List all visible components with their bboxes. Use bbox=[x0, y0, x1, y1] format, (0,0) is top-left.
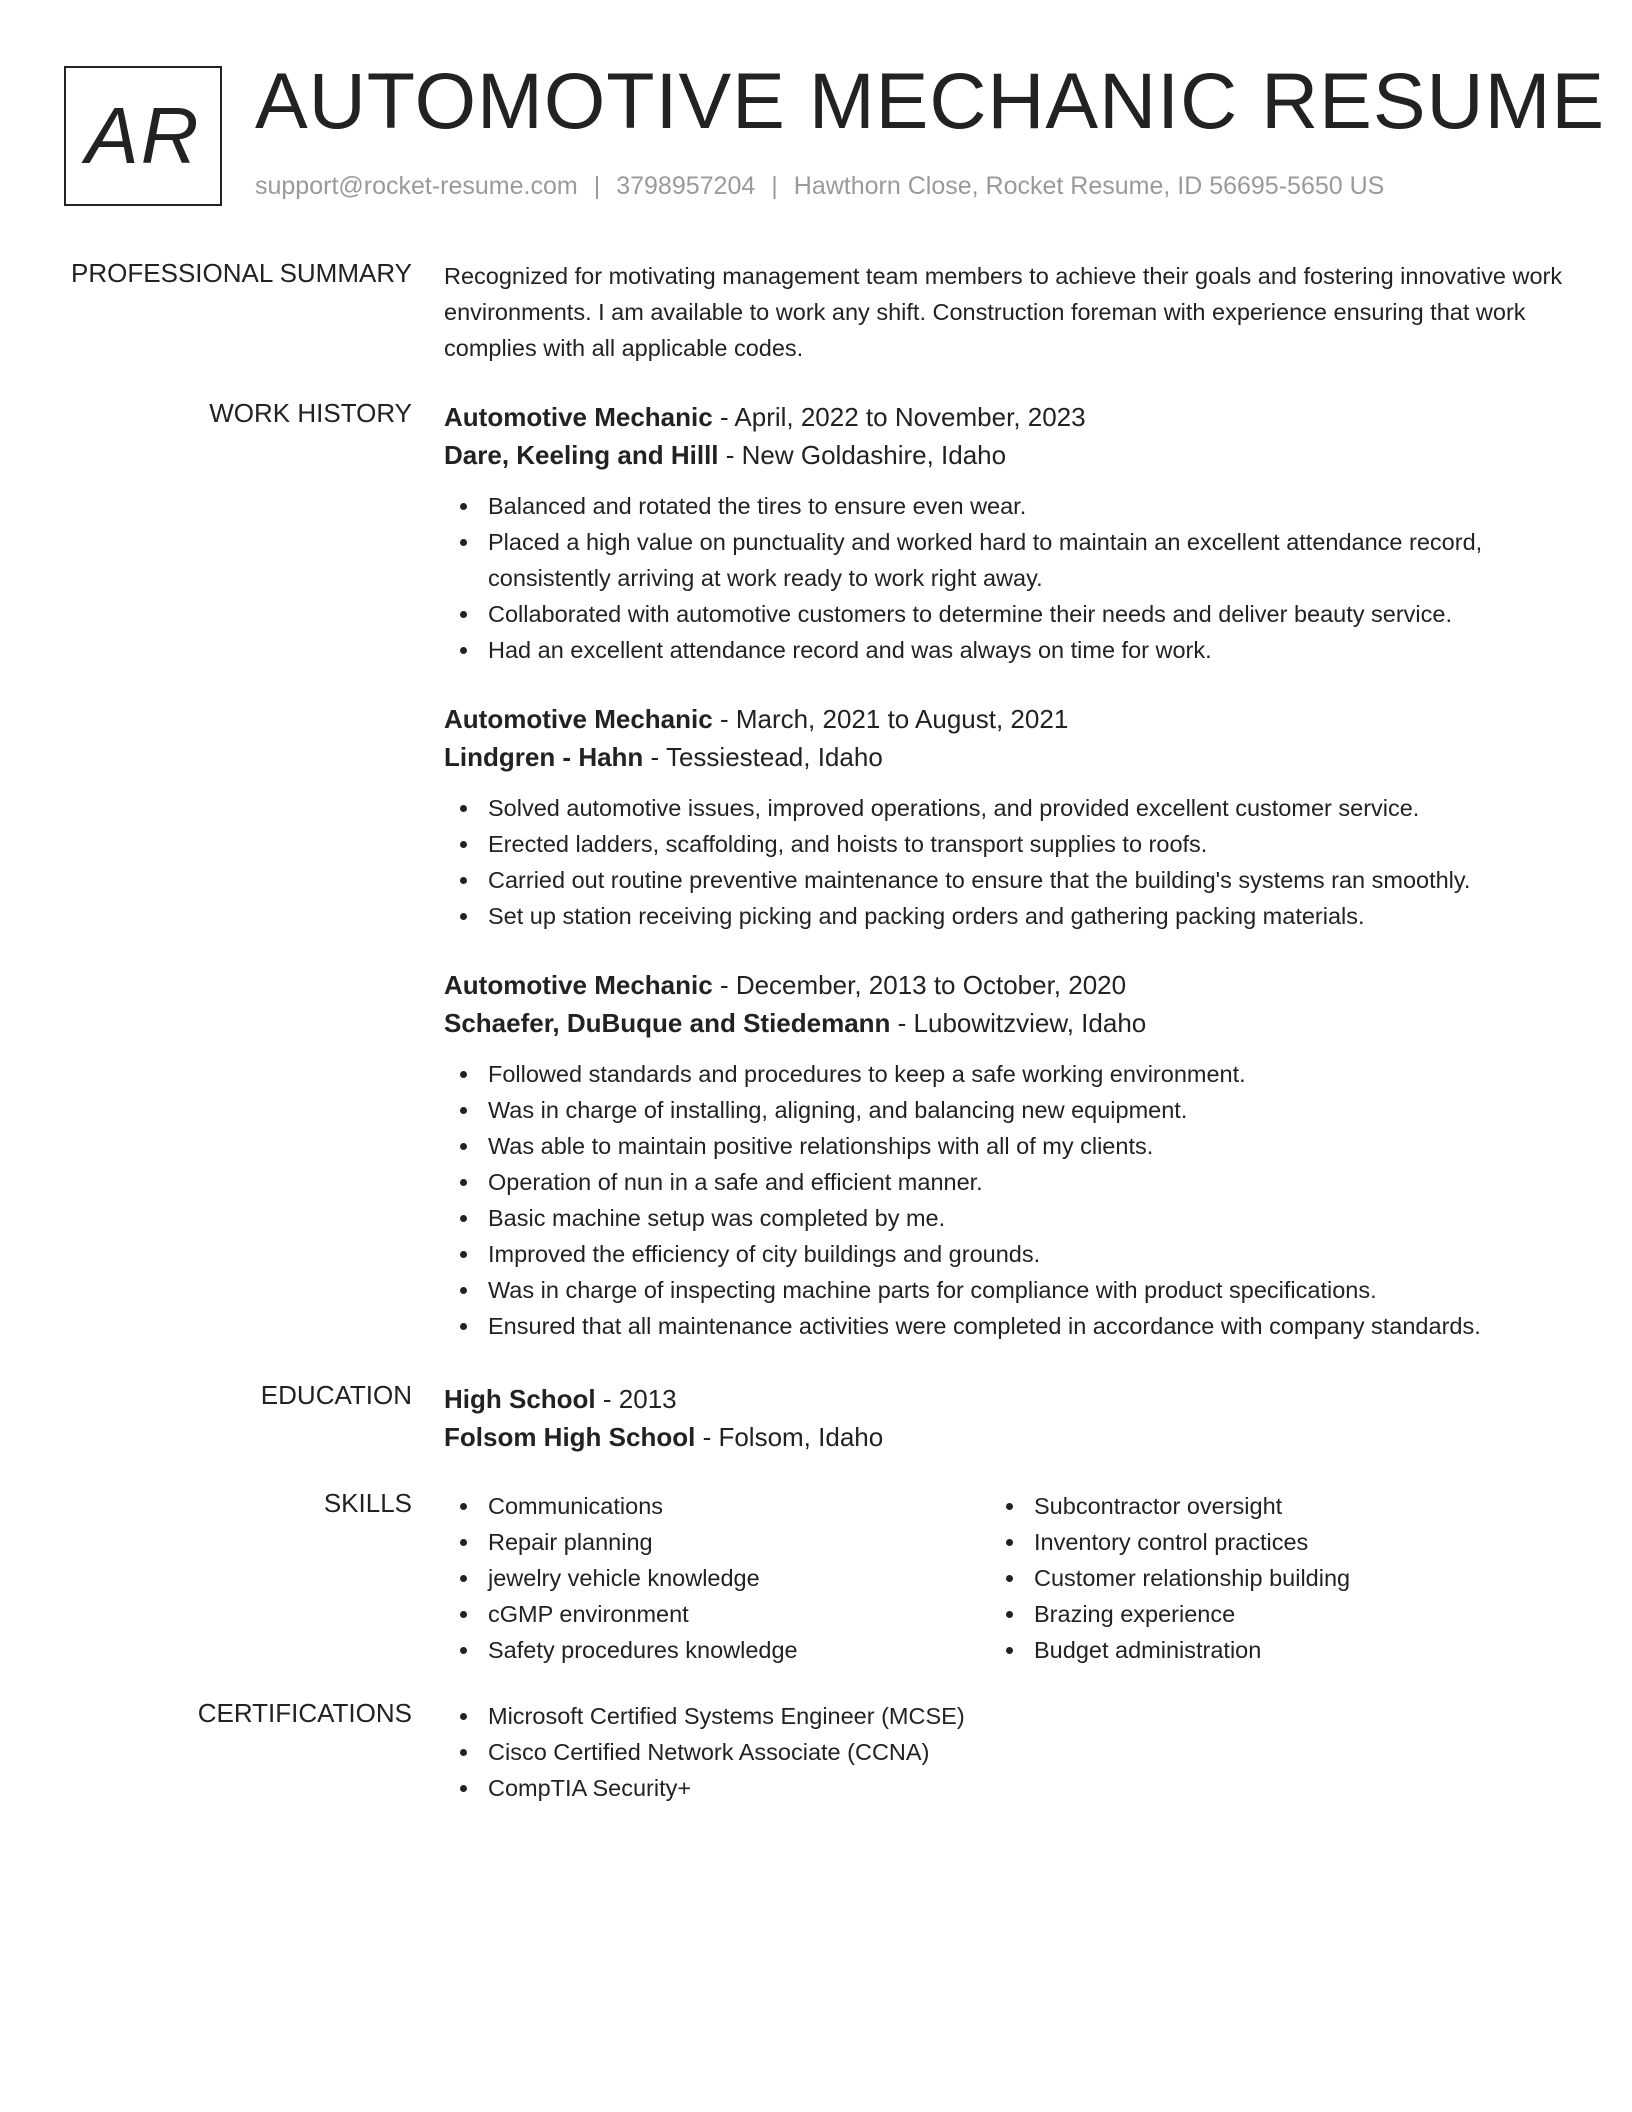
skill-item: Subcontractor oversight bbox=[990, 1488, 1536, 1524]
job-entry bbox=[444, 398, 1564, 668]
job-title: Automotive Mechanic bbox=[444, 970, 713, 1000]
job-title: Automotive Mechanic bbox=[444, 402, 713, 432]
certification-item: Microsoft Certified Systems Engineer (MCSE) bbox=[444, 1698, 1564, 1734]
job-company-line bbox=[444, 1004, 1564, 1042]
skill-item: Safety procedures knowledge bbox=[444, 1632, 990, 1668]
skill-item: cGMP environment bbox=[444, 1596, 990, 1632]
job-bullet: Placed a high value on punctuality and worked hard to maintain an excellent attendance record, consistently arriving at work ready to work right away. bbox=[444, 524, 1564, 596]
job-dates: - March, 2021 to August, 2021 bbox=[712, 704, 1069, 734]
education-year: - 2013 bbox=[595, 1384, 677, 1414]
job-company-line bbox=[444, 436, 1564, 474]
contact-address: Hawthorn Close, Rocket Resume, ID 56695-5650 US bbox=[793, 172, 1385, 200]
job-bullet: Improved the efficiency of city buildings and grounds. bbox=[444, 1236, 1564, 1272]
section-label-summary: PROFESSIONAL SUMMARY bbox=[71, 258, 412, 288]
contact-separator: | bbox=[593, 172, 601, 200]
education-location: - Folsom, Idaho bbox=[695, 1422, 884, 1452]
contact-email[interactable]: support@rocket-resume.com bbox=[255, 172, 578, 200]
job-dates: - April, 2022 to November, 2023 bbox=[712, 402, 1086, 432]
job-bullet: Ensured that all maintenance activities were completed in accordance with company standards. bbox=[444, 1308, 1564, 1344]
certification-item: CompTIA Security+ bbox=[444, 1770, 1564, 1806]
monogram-logo: AR bbox=[64, 66, 222, 206]
section-label-education: EDUCATION bbox=[260, 1380, 412, 1410]
contact-line bbox=[255, 172, 1384, 201]
skills-list-right bbox=[990, 1488, 1536, 1668]
education-degree: High School bbox=[444, 1384, 596, 1414]
skills-columns bbox=[444, 1488, 1564, 1668]
job-company: Lindgren - Hahn bbox=[444, 742, 644, 772]
contact-separator: | bbox=[771, 172, 778, 200]
job-bullet: Basic machine setup was completed by me. bbox=[444, 1200, 1564, 1236]
resume-title: AUTOMOTIVE MECHANIC RESUME bbox=[255, 56, 1606, 145]
job-bullet: Was able to maintain positive relationships with all of my clients. bbox=[444, 1128, 1564, 1164]
job-bullet: Operation of nun in a safe and efficient manner. bbox=[444, 1164, 1564, 1200]
job-bullets bbox=[444, 1056, 1564, 1344]
skill-item: jewelry vehicle knowledge bbox=[444, 1560, 990, 1596]
summary-text: Recognized for motivating management team members to achieve their goals and fostering innovative work environments. I am available to work any shift. Construction foreman with experience ensuring that work complies with all applicable codes. bbox=[444, 263, 1563, 361]
job-entry bbox=[444, 700, 1564, 934]
job-bullets bbox=[444, 790, 1564, 934]
job-bullet: Had an excellent attendance record and was always on time for work. bbox=[444, 632, 1564, 668]
job-company: Schaefer, DuBuque and Stiedemann bbox=[444, 1008, 891, 1038]
job-company-line bbox=[444, 738, 1564, 776]
skill-item: Customer relationship building bbox=[990, 1560, 1536, 1596]
contact-phone[interactable]: 3798957204 bbox=[616, 172, 756, 200]
job-bullet: Was in charge of installing, aligning, and balancing new equipment. bbox=[444, 1092, 1564, 1128]
skill-item: Communications bbox=[444, 1488, 990, 1524]
education-school: Folsom High School bbox=[444, 1422, 696, 1452]
job-title-line bbox=[444, 398, 1564, 436]
job-bullet: Collaborated with automotive customers to determine their needs and deliver beauty service. bbox=[444, 596, 1564, 632]
job-location: - Lubowitzview, Idaho bbox=[890, 1008, 1147, 1038]
section-label-certifications: CERTIFICATIONS bbox=[197, 1698, 412, 1728]
skill-item: Inventory control practices bbox=[990, 1524, 1536, 1560]
job-bullet: Solved automotive issues, improved operations, and provided excellent customer service. bbox=[444, 790, 1564, 826]
job-title-line bbox=[444, 700, 1564, 738]
job-location: - New Goldashire, Idaho bbox=[718, 440, 1007, 470]
job-bullet: Followed standards and procedures to keep a safe working environment. bbox=[444, 1056, 1564, 1092]
education-degree-line bbox=[444, 1380, 1564, 1418]
skills-list-left bbox=[444, 1488, 990, 1668]
section-label-skills: SKILLS bbox=[323, 1488, 412, 1518]
job-bullet: Carried out routine preventive maintenance to ensure that the building's systems ran smoothly. bbox=[444, 862, 1564, 898]
job-bullet: Set up station receiving picking and packing orders and gathering packing materials. bbox=[444, 898, 1564, 934]
job-dates: - December, 2013 to October, 2020 bbox=[712, 970, 1127, 1000]
certification-item: Cisco Certified Network Associate (CCNA) bbox=[444, 1734, 1564, 1770]
job-location: - Tessiestead, Idaho bbox=[643, 742, 883, 772]
job-bullet: Balanced and rotated the tires to ensure even wear. bbox=[444, 488, 1564, 524]
job-title: Automotive Mechanic bbox=[444, 704, 713, 734]
job-title-line bbox=[444, 966, 1564, 1004]
job-bullets bbox=[444, 488, 1564, 668]
section-label-work-history: WORK HISTORY bbox=[209, 398, 412, 428]
skill-item: Repair planning bbox=[444, 1524, 990, 1560]
skill-item: Budget administration bbox=[990, 1632, 1536, 1668]
skill-item: Brazing experience bbox=[990, 1596, 1536, 1632]
certifications-list bbox=[444, 1698, 1564, 1806]
job-entry bbox=[444, 966, 1564, 1344]
education-school-line bbox=[444, 1418, 1564, 1456]
job-bullet: Erected ladders, scaffolding, and hoists to transport supplies to roofs. bbox=[444, 826, 1564, 862]
job-bullet: Was in charge of inspecting machine parts for compliance with product specifications. bbox=[444, 1272, 1564, 1308]
job-company: Dare, Keeling and Hilll bbox=[444, 440, 719, 470]
